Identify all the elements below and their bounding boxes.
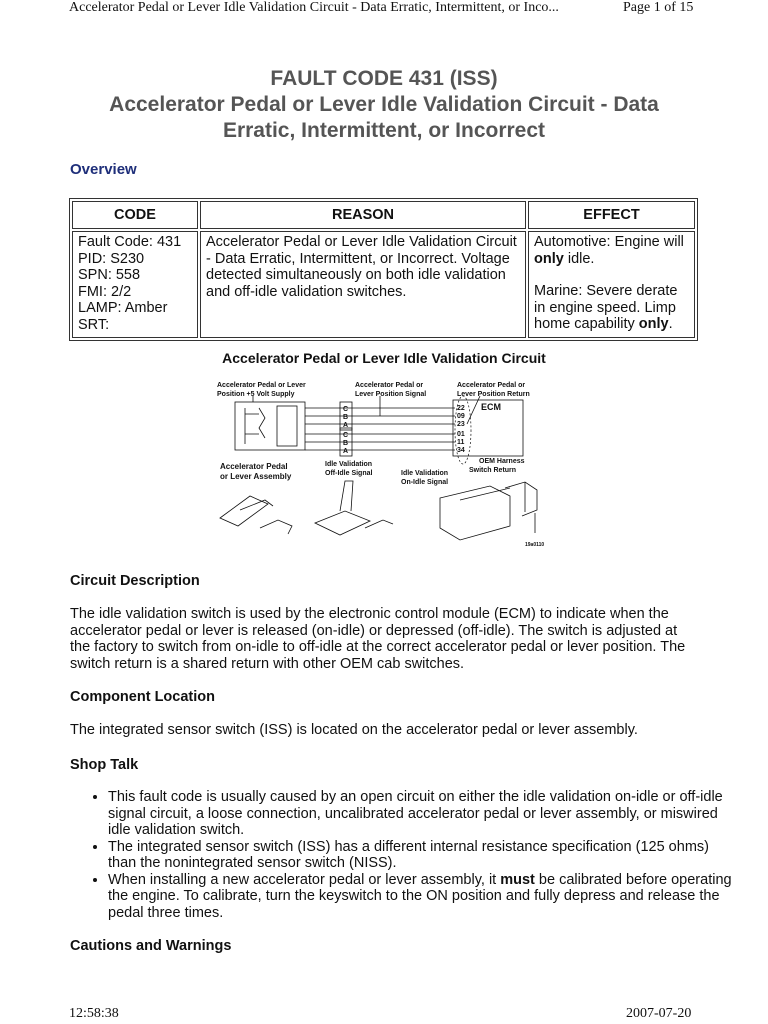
label-offidle: Idle Validation	[325, 461, 373, 468]
conn-pin: A	[343, 422, 349, 429]
table-row	[72, 231, 695, 338]
title-line-1: FAULT CODE 431 (ISS)	[270, 67, 498, 90]
effect-cell	[528, 231, 695, 338]
title-line-3: Erratic, Intermittent, or Incorrect	[222, 119, 546, 142]
ecm-pin: 34	[457, 447, 465, 454]
conn-pin: C	[343, 432, 349, 439]
conn-pin: C	[343, 406, 349, 413]
conn-pin: B	[343, 414, 349, 421]
label-return: Accelerator Pedal or	[457, 382, 526, 389]
label-oem: OEM Harness	[479, 458, 525, 465]
page-title	[0, 66, 768, 144]
cautions-heading: Cautions and Warnings	[70, 938, 232, 954]
code-cell	[72, 231, 198, 338]
code-line: SRT:	[78, 316, 110, 333]
component-sketches	[220, 481, 537, 540]
header-page-number: Page 1 of 15	[623, 0, 694, 15]
label-return: Lever Position Return	[457, 391, 530, 398]
list-item: • The integrated sensor switch (ISS) has a different internal resistance specification (125 ohms) than the nonintegrated sensor switch (NISS).	[108, 839, 738, 872]
effect-text: .	[668, 316, 673, 332]
list-item: • This fault code is usually caused by an open circuit on either the idle validation on-idle or off-idle signal circuit, a loose connection, uncalibrated accelerator pedal or lever assembly, or miswired idle validation switch.	[108, 789, 738, 839]
label-signal: Accelerator Pedal or	[355, 382, 424, 389]
effect-automotive	[534, 234, 689, 267]
label-assembly: Accelerator Pedal	[220, 462, 288, 471]
footer-date: 2007-07-20	[626, 1006, 692, 1021]
ecm-pin: 01	[457, 431, 465, 438]
effect-text: Automotive: Engine will	[534, 234, 684, 250]
shop-talk-list	[70, 789, 738, 921]
effect-text: idle.	[563, 250, 595, 267]
code-line: SPN: 558	[78, 267, 141, 283]
label-supply: Accelerator Pedal or Lever	[217, 382, 306, 389]
effect-text: Marine: Severe derate in engine speed. Limp home capability	[534, 283, 678, 332]
ecm-pin: 09	[457, 413, 465, 420]
code-line: PID: S230	[78, 250, 145, 267]
code-line: LAMP: Amber	[78, 300, 168, 316]
label-onidle: Idle Validation	[401, 470, 449, 477]
overview-heading: Overview	[70, 161, 137, 178]
item-emphasis: must	[500, 871, 535, 888]
circuit-description-text: The idle validation switch is used by the electronic control module (ECM) to indicate when the accelerator pedal or lever is released (on-idle) or depressed (off-idle). The switch is adjusted at the factory to switch from on-idle to off-idle at the correct accelerator pedal or lever position. The switch return is a shared return with other OEM cab switches.	[70, 606, 686, 672]
diagram-ref: 19a0110	[525, 542, 545, 548]
shop-talk-heading: Shop Talk	[70, 757, 139, 773]
diagram-caption: Accelerator Pedal or Lever Idle Validation Circuit	[222, 350, 546, 366]
title-line-2: Accelerator Pedal or Lever Idle Validation Circuit - Data	[109, 93, 659, 116]
header-effect: EFFECT	[528, 201, 695, 229]
component-location-heading: Component Location	[70, 689, 215, 705]
label-oem: Switch Return	[469, 467, 517, 474]
circuit-description-heading: Circuit Description	[70, 573, 200, 589]
code-line: Fault Code: 431	[78, 234, 182, 250]
effect-marine	[534, 283, 689, 333]
header-code: CODE	[72, 201, 198, 229]
component-location-text: The integrated sensor switch (ISS) is located on the accelerator pedal or lever assembly.	[70, 722, 638, 738]
fault-code-table	[69, 198, 698, 341]
label-offidle: Off-Idle Signal	[325, 470, 373, 477]
item-text: When installing a new accelerator pedal or lever assembly, it	[108, 871, 501, 888]
header-title: Accelerator Pedal or Lever Idle Validation Circuit - Data Erratic, Intermittent, or Inco...	[69, 0, 559, 15]
ecm-label: ECM	[481, 402, 501, 412]
pedal-circuit-box	[235, 402, 305, 450]
harness-wires	[253, 396, 480, 450]
label-assembly: or Lever Assembly	[220, 472, 292, 481]
table-header-row	[72, 201, 695, 229]
ecm-pin: 22	[457, 405, 465, 412]
code-line: FMI: 2/2	[78, 283, 132, 300]
reason-cell: Accelerator Pedal or Lever Idle Validation Circuit - Data Erratic, Intermittent, or Incorrect. Voltage detected simultaneously on both idle validation and off-idle validation switches.	[200, 231, 526, 338]
effect-emphasis: only	[638, 316, 669, 332]
label-supply: Position +5 Volt Supply	[217, 391, 295, 398]
item-text: be calibrated before operating the engine. To calibrate, turn the keyswitch to the ON position and fully depress and release the pedal three times.	[108, 871, 732, 921]
ecm-pin: 23	[457, 421, 465, 428]
header-reason: REASON	[200, 201, 526, 229]
conn-pin: B	[343, 440, 349, 447]
label-signal: Lever Position Signal	[355, 391, 427, 398]
label-onidle: On-Idle Signal	[401, 479, 449, 486]
effect-emphasis: only	[534, 250, 564, 267]
list-item	[108, 872, 738, 922]
circuit-diagram	[205, 378, 563, 550]
conn-pin: A	[343, 448, 349, 455]
footer-time: 12:58:38	[69, 1006, 119, 1021]
ecm-pin: 11	[457, 439, 465, 446]
